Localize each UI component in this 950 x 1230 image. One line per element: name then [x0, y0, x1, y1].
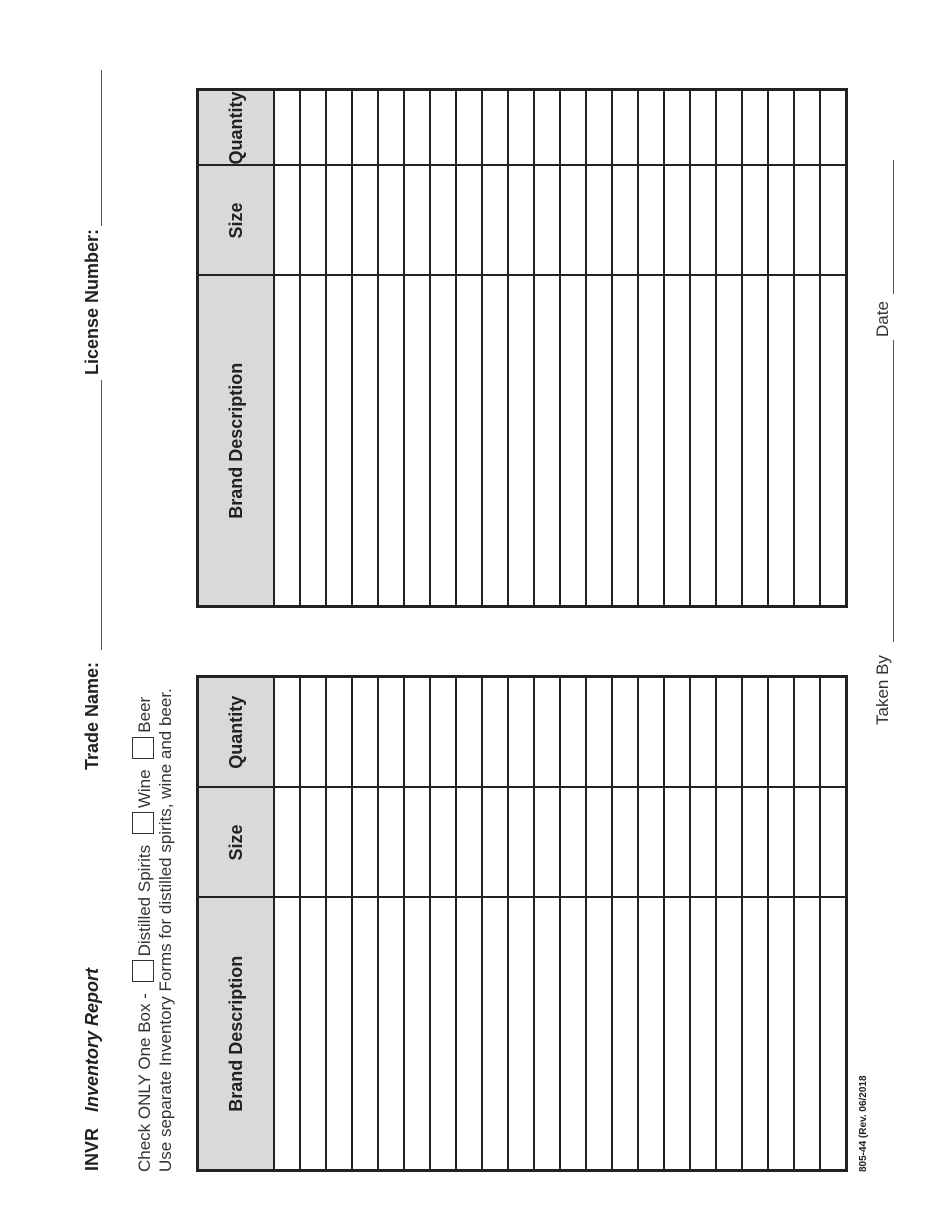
table-row	[742, 90, 768, 607]
table-row	[716, 677, 742, 1171]
quantity-cell[interactable]	[716, 90, 742, 166]
brand-description-cell[interactable]	[352, 898, 378, 1171]
table-row	[482, 90, 508, 607]
table-row	[508, 677, 534, 1171]
quantity-cell[interactable]	[690, 90, 716, 166]
taken-by-label: Taken By	[873, 655, 892, 725]
table-row	[768, 90, 794, 607]
quantity-cell[interactable]	[534, 90, 560, 166]
size-cell[interactable]	[430, 788, 456, 898]
brand-description-cell[interactable]	[664, 276, 690, 607]
table-row	[300, 90, 326, 607]
table-row	[586, 90, 612, 607]
size-cell[interactable]	[586, 166, 612, 276]
size-cell[interactable]	[274, 788, 300, 898]
table-row	[716, 90, 742, 607]
quantity-cell[interactable]	[664, 677, 690, 788]
table-row	[742, 677, 768, 1171]
date-label: Date	[873, 301, 892, 337]
size-cell[interactable]	[768, 166, 794, 276]
size-cell[interactable]	[404, 166, 430, 276]
brand-description-cell[interactable]	[456, 898, 482, 1171]
brand-description-cell[interactable]	[716, 276, 742, 607]
col-brand-description: Brand Description	[198, 898, 275, 1171]
table-row	[664, 90, 690, 607]
size-cell[interactable]	[716, 166, 742, 276]
size-cell[interactable]	[742, 788, 768, 898]
license-number-label: License Number:	[82, 228, 102, 375]
form-number: 805-44 (Rev. 06/2018	[858, 1075, 869, 1172]
quantity-cell[interactable]	[482, 677, 508, 788]
quantity-cell[interactable]	[638, 90, 664, 166]
table-row	[378, 90, 404, 607]
quantity-cell[interactable]	[378, 677, 404, 788]
size-cell[interactable]	[378, 788, 404, 898]
separate-forms-note: Use separate Inventory Forms for distilled spirits, wine and beer.	[156, 688, 175, 1172]
col-brand-description: Brand Description	[198, 276, 275, 607]
table-row	[820, 90, 847, 607]
quantity-cell[interactable]	[716, 677, 742, 788]
brand-description-cell[interactable]	[664, 898, 690, 1171]
quantity-cell[interactable]	[742, 677, 768, 788]
brand-description-cell[interactable]	[716, 898, 742, 1171]
table-row	[586, 677, 612, 1171]
brand-description-cell[interactable]	[638, 276, 664, 607]
beverage-type-selector	[132, 697, 155, 1172]
table-row	[456, 677, 482, 1171]
table-row	[534, 90, 560, 607]
size-cell[interactable]	[508, 166, 534, 276]
size-cell[interactable]	[586, 788, 612, 898]
wine-label: Wine	[135, 769, 154, 809]
size-cell[interactable]	[560, 166, 586, 276]
size-cell[interactable]	[638, 166, 664, 276]
quantity-cell[interactable]	[560, 90, 586, 166]
size-cell[interactable]	[300, 788, 326, 898]
table-row	[794, 90, 820, 607]
quantity-cell[interactable]	[768, 677, 794, 788]
license-number-field[interactable]	[101, 70, 102, 226]
size-cell[interactable]	[716, 788, 742, 898]
distilled-spirits-label: Distilled Spirits	[135, 844, 154, 957]
table-row	[326, 677, 352, 1171]
size-cell[interactable]	[482, 166, 508, 276]
brand-description-cell[interactable]	[300, 898, 326, 1171]
table-row	[690, 677, 716, 1171]
size-cell[interactable]	[352, 166, 378, 276]
table-row	[794, 677, 820, 1171]
size-cell[interactable]	[274, 166, 300, 276]
table-row	[404, 677, 430, 1171]
quantity-cell[interactable]	[352, 677, 378, 788]
quantity-cell[interactable]	[508, 677, 534, 788]
brand-description-cell[interactable]	[430, 276, 456, 607]
table-row	[274, 677, 300, 1171]
size-cell[interactable]	[742, 166, 768, 276]
brand-description-cell[interactable]	[794, 276, 820, 607]
size-cell[interactable]	[456, 166, 482, 276]
brand-description-cell[interactable]	[274, 898, 300, 1171]
brand-description-cell[interactable]	[586, 276, 612, 607]
table-row	[456, 90, 482, 607]
table-row	[430, 90, 456, 607]
brand-description-cell[interactable]	[768, 898, 794, 1171]
brand-description-cell[interactable]	[560, 276, 586, 607]
quantity-cell[interactable]	[612, 90, 638, 166]
quantity-cell[interactable]	[768, 90, 794, 166]
size-cell[interactable]	[430, 166, 456, 276]
size-cell[interactable]	[378, 166, 404, 276]
table-row	[378, 677, 404, 1171]
table-row	[560, 677, 586, 1171]
size-cell[interactable]	[534, 788, 560, 898]
size-cell[interactable]	[690, 788, 716, 898]
table-row	[326, 90, 352, 607]
brand-description-cell[interactable]	[612, 898, 638, 1171]
brand-description-cell[interactable]	[404, 898, 430, 1171]
quantity-cell[interactable]	[820, 677, 847, 788]
brand-description-cell[interactable]	[482, 276, 508, 607]
brand-description-cell[interactable]	[820, 276, 847, 607]
table-row	[768, 677, 794, 1171]
table-row	[612, 677, 638, 1171]
inventory-table-right	[196, 88, 848, 608]
size-cell[interactable]	[300, 166, 326, 276]
table-row	[612, 90, 638, 607]
quantity-cell[interactable]	[326, 677, 352, 788]
quantity-cell[interactable]	[482, 90, 508, 166]
quantity-cell[interactable]	[430, 677, 456, 788]
size-cell[interactable]	[508, 788, 534, 898]
beer-label: Beer	[135, 696, 154, 733]
col-quantity: Quantity	[198, 90, 275, 166]
quantity-cell[interactable]	[612, 677, 638, 788]
table-row	[352, 677, 378, 1171]
size-cell[interactable]	[664, 166, 690, 276]
brand-description-cell[interactable]	[404, 276, 430, 607]
quantity-cell[interactable]	[326, 90, 352, 166]
brand-description-cell[interactable]	[690, 898, 716, 1171]
quantity-cell[interactable]	[456, 90, 482, 166]
size-cell[interactable]	[326, 166, 352, 276]
table-header-row	[198, 90, 275, 607]
quantity-cell[interactable]	[534, 677, 560, 788]
size-cell[interactable]	[820, 788, 847, 898]
quantity-cell[interactable]	[820, 90, 847, 166]
table-row	[560, 90, 586, 607]
quantity-cell[interactable]	[404, 677, 430, 788]
quantity-cell[interactable]	[560, 677, 586, 788]
brand-description-cell[interactable]	[534, 276, 560, 607]
brand-description-cell[interactable]	[560, 898, 586, 1171]
quantity-cell[interactable]	[404, 90, 430, 166]
quantity-cell[interactable]	[300, 677, 326, 788]
size-cell[interactable]	[820, 166, 847, 276]
brand-description-cell[interactable]	[326, 276, 352, 607]
quantity-cell[interactable]	[794, 90, 820, 166]
quantity-cell[interactable]	[430, 90, 456, 166]
brand-description-cell[interactable]	[456, 276, 482, 607]
col-size: Size	[198, 788, 275, 898]
table-row	[638, 677, 664, 1171]
brand-description-cell[interactable]	[482, 898, 508, 1171]
form-code: INVR	[82, 1127, 102, 1171]
table-row	[300, 677, 326, 1171]
brand-description-cell[interactable]	[820, 898, 847, 1171]
beer-checkbox[interactable]	[132, 737, 154, 759]
wine-checkbox[interactable]	[132, 812, 154, 834]
quantity-cell[interactable]	[742, 90, 768, 166]
brand-description-cell[interactable]	[378, 276, 404, 607]
distilled-spirits-checkbox[interactable]	[132, 960, 154, 982]
size-cell[interactable]	[794, 166, 820, 276]
size-cell[interactable]	[404, 788, 430, 898]
size-cell[interactable]	[482, 788, 508, 898]
quantity-cell[interactable]	[274, 677, 300, 788]
brand-description-cell[interactable]	[586, 898, 612, 1171]
size-cell[interactable]	[534, 166, 560, 276]
size-cell[interactable]	[638, 788, 664, 898]
quantity-cell[interactable]	[794, 677, 820, 788]
quantity-cell[interactable]	[300, 90, 326, 166]
brand-description-cell[interactable]	[300, 276, 326, 607]
brand-description-cell[interactable]	[430, 898, 456, 1171]
col-quantity: Quantity	[198, 677, 275, 788]
quantity-cell[interactable]	[378, 90, 404, 166]
brand-description-cell[interactable]	[742, 898, 768, 1171]
quantity-cell[interactable]	[586, 677, 612, 788]
brand-description-cell[interactable]	[612, 276, 638, 607]
col-size: Size	[198, 166, 275, 276]
quantity-cell[interactable]	[586, 90, 612, 166]
trade-name-label: Trade Name:	[82, 661, 102, 770]
brand-description-cell[interactable]	[508, 276, 534, 607]
brand-description-cell[interactable]	[378, 898, 404, 1171]
table-row	[638, 90, 664, 607]
brand-description-cell[interactable]	[508, 898, 534, 1171]
quantity-cell[interactable]	[690, 677, 716, 788]
size-cell[interactable]	[768, 788, 794, 898]
size-cell[interactable]	[794, 788, 820, 898]
brand-description-cell[interactable]	[274, 276, 300, 607]
date-field[interactable]	[893, 160, 894, 294]
brand-description-cell[interactable]	[352, 276, 378, 607]
quantity-cell[interactable]	[638, 677, 664, 788]
table-row	[274, 90, 300, 607]
quantity-cell[interactable]	[664, 90, 690, 166]
brand-description-cell[interactable]	[690, 276, 716, 607]
inventory-table-left	[196, 675, 848, 1172]
brand-description-cell[interactable]	[638, 898, 664, 1171]
brand-description-cell[interactable]	[768, 276, 794, 607]
table-row	[482, 677, 508, 1171]
table-row	[690, 90, 716, 607]
size-cell[interactable]	[612, 788, 638, 898]
brand-description-cell[interactable]	[742, 276, 768, 607]
table-row	[534, 677, 560, 1171]
taken-by-field[interactable]	[893, 340, 894, 642]
trade-name-field[interactable]	[101, 380, 102, 650]
table-row	[430, 677, 456, 1171]
report-title: Inventory Report	[82, 967, 102, 1112]
size-cell[interactable]	[352, 788, 378, 898]
brand-description-cell[interactable]	[326, 898, 352, 1171]
table-row	[352, 90, 378, 607]
size-cell[interactable]	[560, 788, 586, 898]
table-row	[820, 677, 847, 1171]
table-row	[508, 90, 534, 607]
size-cell[interactable]	[456, 788, 482, 898]
quantity-cell[interactable]	[456, 677, 482, 788]
size-cell[interactable]	[612, 166, 638, 276]
size-cell[interactable]	[326, 788, 352, 898]
table-header-row	[198, 677, 275, 1171]
brand-description-cell[interactable]	[794, 898, 820, 1171]
check-one-box-label: Check ONLY One Box -	[135, 993, 154, 1172]
table-row	[404, 90, 430, 607]
quantity-cell[interactable]	[352, 90, 378, 166]
size-cell[interactable]	[690, 166, 716, 276]
brand-description-cell[interactable]	[534, 898, 560, 1171]
size-cell[interactable]	[664, 788, 690, 898]
quantity-cell[interactable]	[508, 90, 534, 166]
quantity-cell[interactable]	[274, 90, 300, 166]
table-row	[664, 677, 690, 1171]
